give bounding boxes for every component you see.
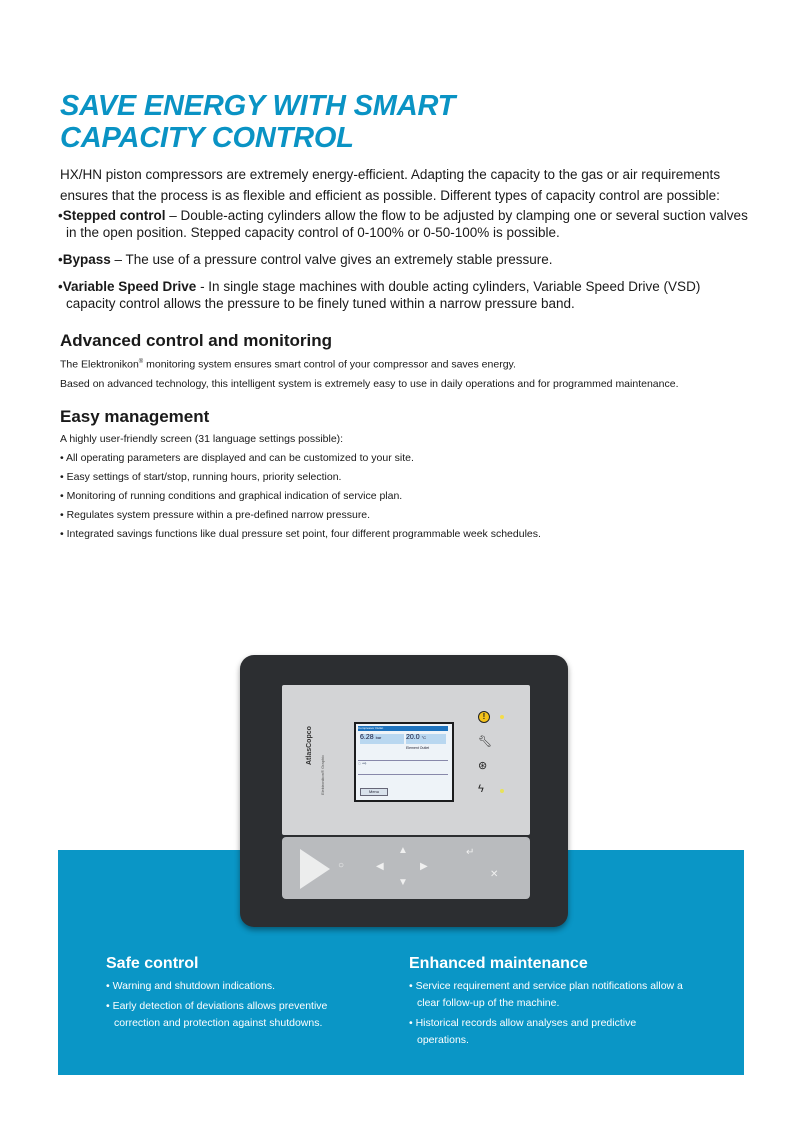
value-1: 6.28 bbox=[360, 734, 374, 741]
brand-logo: AtlasCopco bbox=[306, 726, 313, 765]
element-label: Element Outlet bbox=[406, 746, 430, 750]
device-face bbox=[282, 685, 530, 835]
device-keypad bbox=[282, 837, 530, 899]
advanced-line-1-pre: The Elektronikon bbox=[60, 358, 139, 371]
unit-2: °C bbox=[421, 735, 427, 740]
power-icon: ϟ bbox=[478, 783, 484, 795]
control-types-list bbox=[58, 207, 748, 322]
title-line-1: SAVE ENERGY WITH SMART bbox=[60, 90, 456, 122]
advanced-line-1-post: monitoring system ensures smart control of your compressor and saves energy. bbox=[143, 358, 516, 371]
advanced-heading: Advanced control and monitoring bbox=[60, 331, 333, 350]
list-item bbox=[58, 207, 748, 241]
cancel-icon: ✕ bbox=[490, 869, 499, 880]
status-icons bbox=[478, 711, 518, 821]
compressor-icon: ⊛ bbox=[478, 760, 488, 772]
control-type-name: Variable Speed Drive bbox=[62, 279, 197, 294]
safe-control-list bbox=[106, 978, 366, 1035]
screen-divider bbox=[358, 774, 448, 775]
control-type-name: Stepped control bbox=[62, 208, 166, 223]
screen-title: Compressor Outlet bbox=[358, 726, 448, 731]
screen-value-2 bbox=[406, 734, 446, 744]
device-screen bbox=[354, 722, 454, 802]
advanced-line-2: Based on advanced technology, this intelligent system is extremely easy to use in daily operations and for programmed maintenance. bbox=[60, 377, 679, 390]
warning-led bbox=[500, 715, 504, 719]
screen-value-1 bbox=[360, 734, 404, 744]
advanced-text bbox=[60, 353, 760, 394]
control-type-text: – The use of a pressure control valve gives an extremely stable pressure. bbox=[110, 252, 553, 267]
left-arrow-icon: ◀ bbox=[376, 861, 384, 872]
safe-control-heading: Safe control bbox=[106, 955, 199, 972]
registered-mark: ® bbox=[138, 359, 144, 365]
advanced-line-1 bbox=[60, 353, 760, 375]
value-2: 20.0 bbox=[406, 734, 420, 741]
enhanced-maintenance-heading: Enhanced maintenance bbox=[409, 955, 588, 972]
list-item: • Monitoring of running conditions and graphical indication of service plan. bbox=[60, 490, 403, 502]
screen-menu-button: Menu bbox=[360, 788, 388, 796]
wrench-icon: 🔧︎ bbox=[478, 736, 492, 748]
unit-1: bar bbox=[375, 735, 382, 740]
right-arrow-icon: ▶ bbox=[420, 861, 428, 872]
warning-icon: ! bbox=[478, 711, 490, 723]
list-item bbox=[58, 251, 748, 268]
list-item: • Regulates system pressure within a pre-defined narrow pressure. bbox=[60, 509, 371, 521]
up-arrow-icon: ▲ bbox=[398, 845, 408, 856]
list-item: • Integrated savings functions like dual pressure set point, four different programmable week schedules. bbox=[60, 528, 541, 540]
intro-paragraph: HX/HN piston compressors are extremely energy-efficient. Adapting the capacity to the gas or air requirements ensures that the process is as flexible and efficient as possible. Different types of capacity control are possible: bbox=[60, 167, 721, 203]
easy-text bbox=[60, 430, 760, 544]
control-type-name: Bypass bbox=[62, 252, 111, 267]
power-led bbox=[500, 789, 504, 793]
screen-status-row: ◌ ⇨ bbox=[358, 760, 448, 769]
list-item: • Service requirement and service plan notifications allow a clear follow-up of the machine. bbox=[409, 978, 689, 1012]
stop-key-icon: ○ bbox=[338, 860, 345, 871]
control-type-text: - In single stage machines with double acting cylinders, Variable Speed Drive (VSD) capacity control allows the pressure to be finely tuned within a narrow pressure band. bbox=[66, 279, 701, 311]
list-item: • Historical records allow analyses and predictive operations. bbox=[409, 1015, 689, 1049]
enter-icon: ↵ bbox=[466, 847, 475, 858]
model-label: Elektronikon® Graphic bbox=[320, 754, 325, 795]
easy-heading: Easy management bbox=[60, 407, 210, 426]
down-arrow-icon: ▼ bbox=[398, 877, 408, 888]
list-item: • Warning and shutdown indications. bbox=[106, 978, 366, 995]
enhanced-maintenance-list bbox=[409, 978, 689, 1052]
list-item: • Easy settings of start/stop, running hours, priority selection. bbox=[60, 471, 342, 483]
list-item bbox=[58, 278, 748, 312]
control-type-text: – Double-acting cylinders allow the flow to be adjusted by clamping one or several suction valves in the open position. Stepped capacity control of 0-100% or 0-50-100% is possible. bbox=[66, 208, 748, 240]
list-item: • Early detection of deviations allows preventive correction and protection against shutdowns. bbox=[106, 998, 366, 1032]
list-item: • All operating parameters are displayed and can be customized to your site. bbox=[60, 452, 414, 464]
start-key bbox=[300, 849, 330, 889]
page-title bbox=[60, 90, 455, 154]
easy-lead: A highly user-friendly screen (31 language settings possible): bbox=[60, 433, 344, 445]
title-line-2: CAPACITY CONTROL bbox=[60, 122, 354, 154]
controller-device-image bbox=[240, 655, 568, 927]
